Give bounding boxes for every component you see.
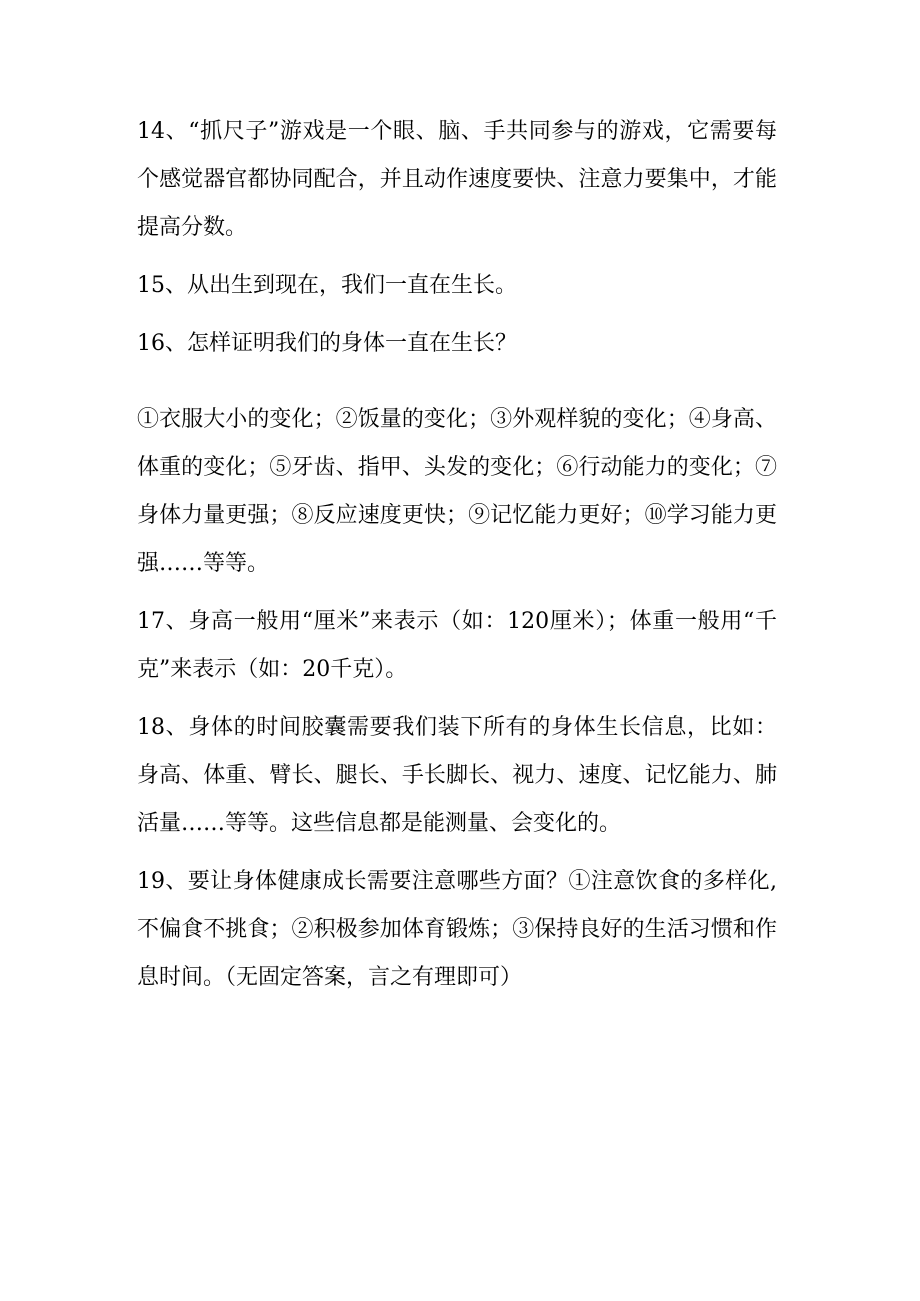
paragraph-15: 15、从出生到现在，我们一直在生长。 — [137, 273, 517, 298]
paragraph-16: 16、怎样证明我们的身体一直在生长？ — [137, 331, 517, 356]
paragraph-16-answer: ①衣服大小的变化；②饭量的变化；③外观样貌的变化；④身高、体重的变化；⑤牙齿、指甲、头发的变化；⑥行动能力的变化；⑦身体力量更强；⑧反应速度更快；⑨记忆能力更好；⑩学习能力更强……等等。 — [137, 407, 777, 576]
paragraph-19: 19、要让身体健康成长需要注意哪些方面？①注意饮食的多样化,不偏食不挑食；②积极参加体育锻炼；③保持良好的生活习惯和作息时间。（无固定答案，言之有理即可） — [137, 869, 777, 990]
paragraph-14: 14、“抓尺子”游戏是一个眼、脑、手共同参与的游戏，它需要每个感觉器官都协同配合，并且动作速度要快、注意力要集中，才能提高分数。 — [137, 119, 777, 240]
paragraph-17: 17、身高一般用“厘米”来表示（如：120厘米）；体重一般用“千克”来表示（如：20千克）。 — [137, 609, 777, 682]
paragraph-18: 18、身体的时间胶囊需要我们装下所有的身体生长信息，比如：身高、体重、臂长、腿长、手长脚长、视力、速度、记忆能力、肺活量……等等。这些信息都是能测量、会变化的。 — [137, 715, 777, 836]
document-body — [137, 108, 777, 1012]
